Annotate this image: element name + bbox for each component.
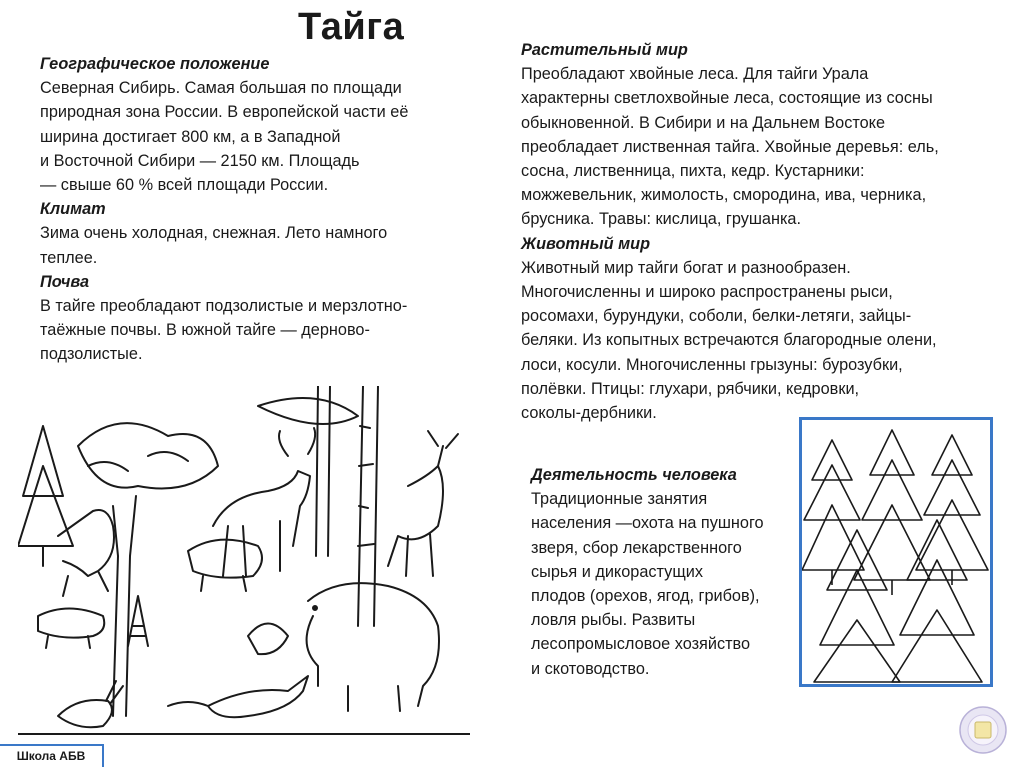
flora-line: обыкновенной. В Сибири и на Дальнем Востоке: [521, 113, 886, 132]
fauna-line: Животный мир тайги богат и разнообразен.: [521, 258, 851, 277]
flora-line: можжевельник, жимолость, смородина, ива, черника,: [521, 186, 927, 205]
geo-heading: Географическое положение: [40, 55, 270, 73]
soil-line: таёжные почвы. В южной тайге — дерново-: [40, 321, 370, 340]
deer-icon: [388, 431, 458, 576]
fauna-line: полёвки. Птицы: глухари, рябчики, кедровки,: [521, 379, 860, 398]
school-badge: Школа АБВ: [0, 744, 104, 767]
flora-line: Преобладают хвойные леса. Для тайги Урала: [521, 65, 869, 84]
activity-line: ловля рыбы. Развиты: [531, 611, 696, 630]
climate-line: Зима очень холодная, снежная. Лето намного: [40, 224, 388, 243]
climate-heading: Климат: [40, 200, 106, 219]
wolf-icon: [58, 510, 114, 596]
bear-icon: [307, 583, 439, 711]
activity-block: [531, 463, 793, 681]
activity-line: и скотоводство.: [531, 659, 650, 678]
page-title: Тайга: [298, 6, 405, 48]
fir-tree-icon: [814, 530, 900, 682]
geo-line: и Восточной Сибири — 2150 км. Площадь: [40, 151, 360, 170]
activity-line: зверя, сбор лекарственного: [531, 538, 742, 557]
fir-tree-icon: [892, 520, 982, 682]
geo-line: Северная Сибирь. Самая большая по площади: [40, 79, 402, 98]
fauna-line: Многочисленны и широко распространены рыси,: [521, 283, 893, 302]
fauna-line: росомахи, бурундуки, соболи, белки-летяги, зайцы-: [521, 307, 912, 326]
flora-line: сосна, лиственница, пихта, кедр. Кустарники:: [521, 162, 865, 181]
right-column: [521, 38, 1001, 425]
geo-line: ширина достигает 800 км, а в Западной: [40, 127, 341, 146]
activity-line: плодов (орехов, ягод, грибов),: [531, 587, 760, 606]
activity-line: Традиционные занятия: [531, 490, 708, 509]
fir-tree-icon: [802, 440, 864, 585]
geo-line: природная зона России. В европейской части её: [40, 103, 409, 122]
activity-line: сырья и дикорастущих: [531, 562, 703, 581]
left-column: [40, 52, 480, 367]
fauna-line: беляки. Из копытных встречаются благородные олени,: [521, 331, 937, 350]
fauna-line: лоси, косули. Многочисленны грызуны: бурозубки,: [521, 355, 903, 374]
flora-line: преобладает лиственная тайга. Хвойные деревья: ель,: [521, 137, 939, 156]
flora-line: характерны светлохвойные леса, состоящие из сосны: [521, 89, 933, 108]
soil-line: В тайге преобладают подзолистые и мерзлотно-: [40, 297, 408, 316]
fir-tree-icon: [916, 435, 988, 585]
moose-icon: [213, 428, 315, 576]
fauna-heading: Животный мир: [521, 234, 651, 253]
forest-picture-frame: [799, 417, 993, 687]
taiga-animals-illustration: [18, 386, 470, 736]
flora-heading: Растительный мир: [521, 41, 688, 59]
soil-line: подзолистые.: [40, 345, 143, 364]
geo-line: — свыше 60 % всей площади России.: [40, 176, 329, 195]
fauna-line: соколы-дербники.: [521, 404, 657, 423]
fir-forest-illustration: [802, 420, 990, 684]
birch-trunk-icon: [358, 386, 378, 626]
fox-icon: [168, 676, 308, 717]
tall-pine-icon: [258, 386, 358, 556]
flora-line: брусника. Травы: кислица, грушанка.: [521, 210, 802, 229]
soil-heading: Почва: [40, 272, 90, 291]
fir-tree-icon: [18, 426, 73, 566]
climate-line: теплее.: [40, 248, 98, 267]
shrubs-icon: [128, 596, 288, 654]
badger-icon: [38, 609, 104, 649]
activity-heading: Деятельность человека: [531, 466, 737, 484]
activity-line: населения —охота на пушного: [531, 514, 764, 533]
school-logo-icon: [958, 705, 1008, 755]
activity-line: лесопромысловое хозяйство: [531, 635, 751, 654]
